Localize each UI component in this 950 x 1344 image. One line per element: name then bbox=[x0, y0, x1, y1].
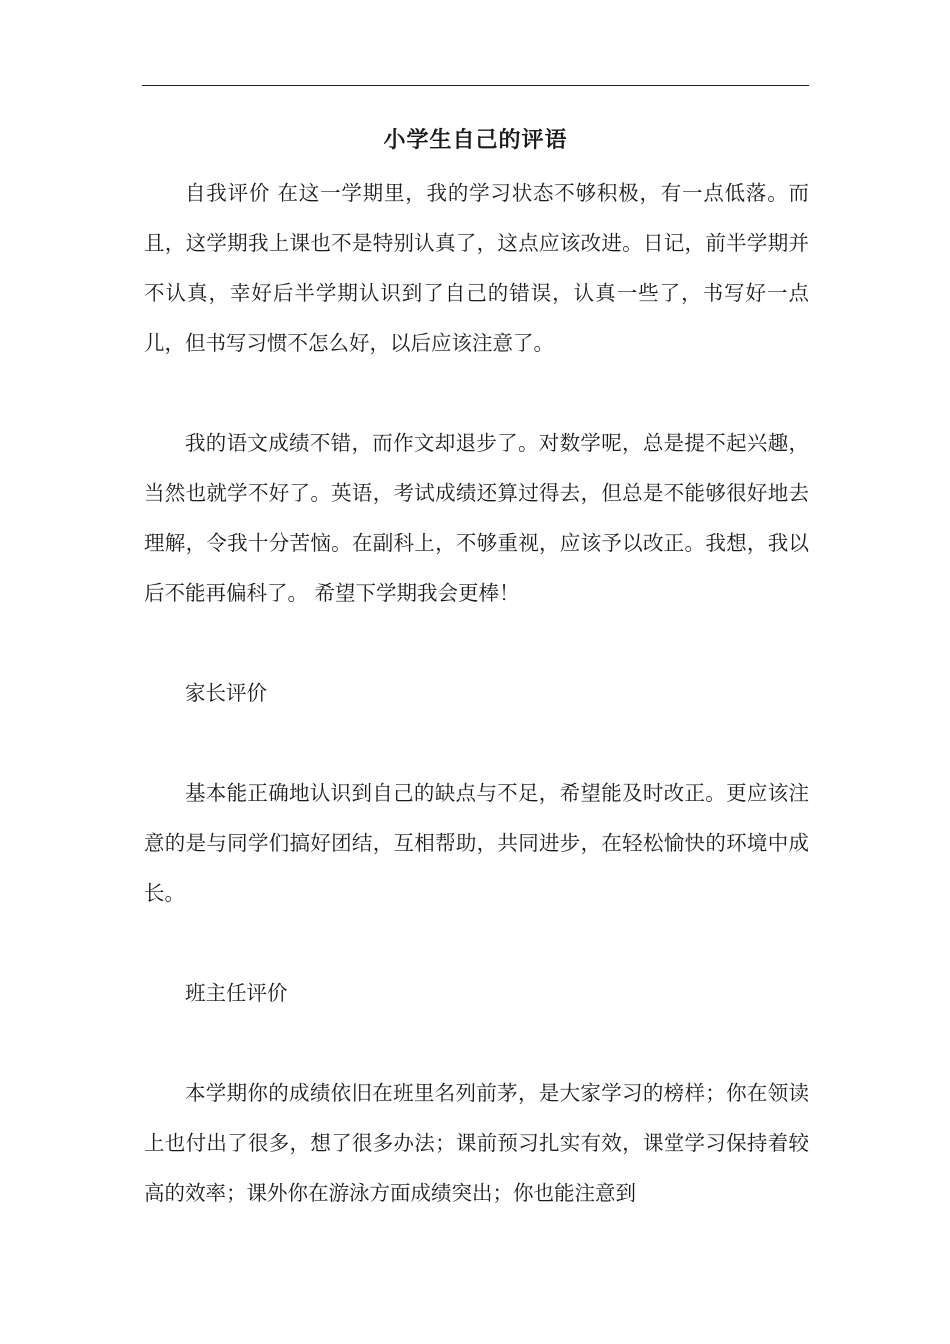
paragraph-self-evaluation: 自我评价 在这一学期里，我的学习状态不够积极，有一点低落。而且，这学期我上课也不是特别认真了，这点应该改进。日记，前半学期并不认真，幸好后半学期认识到了自己的错误，认真一些了，书写好一点儿，但书写习惯不怎么好，以后应该注意了。 bbox=[144, 181, 809, 355]
paragraph-gap bbox=[144, 368, 809, 418]
paragraph-parent-comment: 基本能正确地认识到自己的缺点与不足，希望能及时改正。更应该注意的是与同学们搞好团结，互相帮助，共同进步，在轻松愉快的环境中成长。 bbox=[144, 781, 809, 905]
heading-parent-evaluation: 家长评价 bbox=[185, 681, 267, 705]
paragraph-gap bbox=[144, 918, 809, 968]
heading-teacher-evaluation: 班主任评价 bbox=[185, 981, 288, 1005]
document-title: 小学生自己的评语 bbox=[383, 127, 568, 153]
paragraph-gap bbox=[144, 718, 809, 768]
document-body bbox=[144, 168, 809, 1218]
paragraph-subjects: 我的语文成绩不错，而作文却退步了。对数学呢，总是提不起兴趣，当然也就学不好了。英语，考试成绩还算过得去，但总是不能够很好地去理解，令我十分苦恼。在副科上，不够重视，应该予以改正。我想，我以后不能再偏科了。 希望下学期我会更棒！ bbox=[144, 431, 809, 605]
header-rule bbox=[142, 85, 809, 86]
paragraph-gap bbox=[144, 618, 809, 668]
paragraph-gap bbox=[144, 1018, 809, 1068]
paragraph-teacher-comment: 本学期你的成绩依旧在班里名列前茅，是大家学习的榜样；你在领读上也付出了很多，想了很多办法；课前预习扎实有效，课堂学习保持着较高的效率；课外你在游泳方面成绩突出；你也能注意到 bbox=[144, 1081, 809, 1205]
